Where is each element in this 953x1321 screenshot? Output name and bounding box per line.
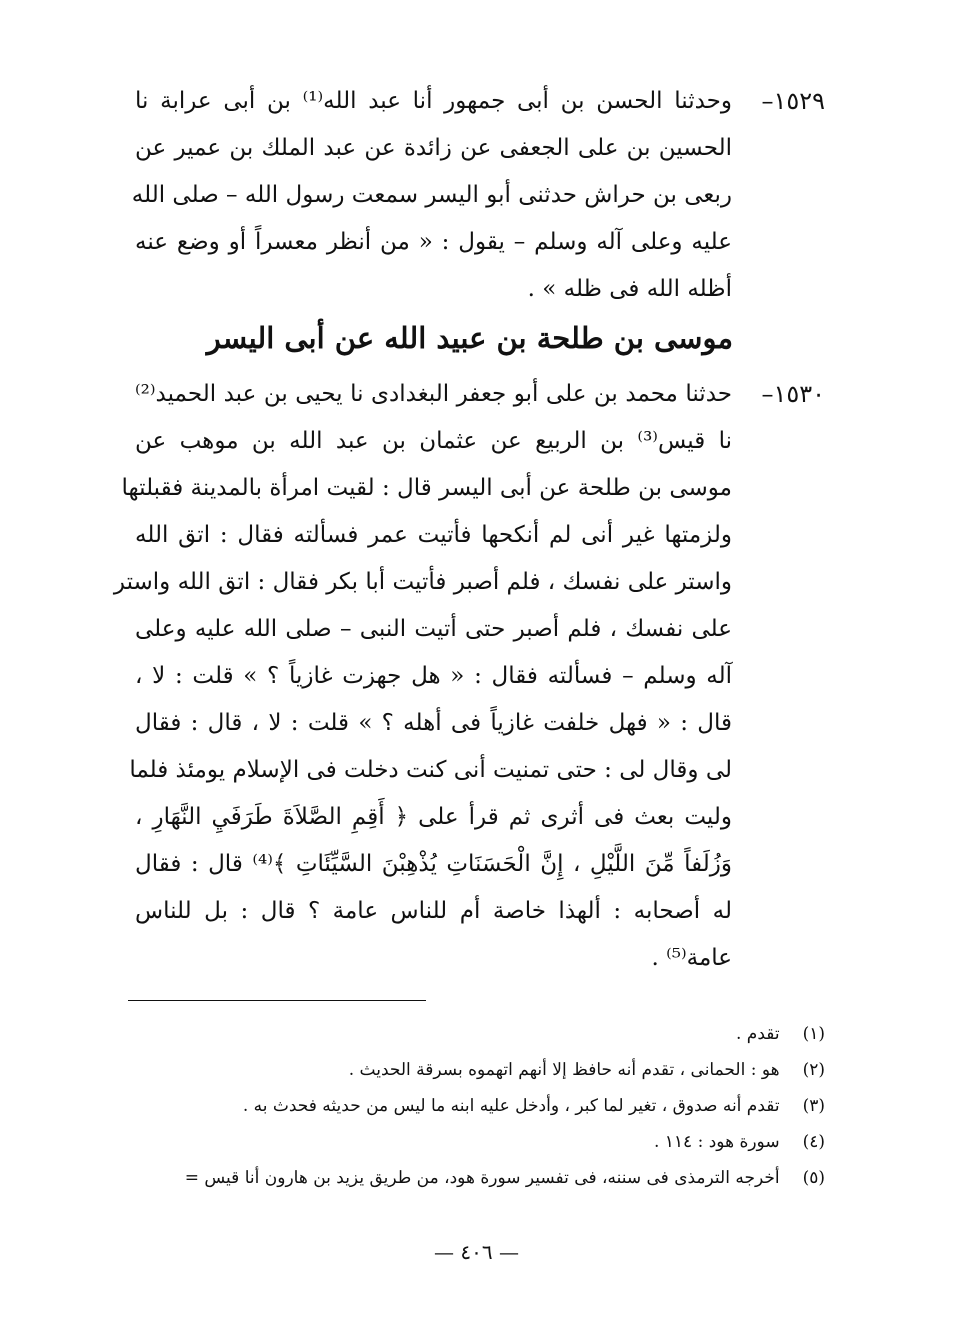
footnotes (125, 1016, 825, 1196)
footnote (125, 1160, 825, 1196)
text-line: وليت بعث فى أثرى ثم قرأ على ﴿ أَقِمِ الصَّلاَةَ طَرَفَيِ النَّهَارِ ، (135, 804, 732, 830)
footnote-text: هو : الحمانى ، تقدم أنه حافظ إلا أنهم اتهموه بسرقة الحديث . (348, 1060, 780, 1080)
footnote (125, 1124, 825, 1160)
footnote-text: تقدم أنه صدوق ، تغير لما كبر ، وأدخل عليه ابنه ما ليس من حديثه فحدث به . (242, 1096, 780, 1116)
text-line: الحسين بن على الجعفى عن زائدة عن عبد الملك بن عمير عن (135, 135, 732, 161)
footnote-text: أخرجه الترمذى فى سننه، فى تفسير سورة هود، من طريق يزيد بن هارون أنا قيس = (184, 1168, 780, 1188)
text-line: عليه وعلى آله وسلم – يقول : « من أنظر معسراً أو وضع عنه (135, 229, 732, 255)
footnote-separator (128, 1000, 426, 1001)
hadith-number: ١٥٢٩– (761, 87, 825, 115)
hadith-text (131, 78, 732, 313)
text-line: وَزُلَفاً مِّنَ اللَّيْلِ ، إِنَّ الْحَسَنَاتِ يُذْهِبْنَ السَّيِّئَاتِ ﴾⁽⁴⁾ قال : فقال (135, 851, 732, 877)
footnote-text: سورة هود : ١١٤ . (653, 1132, 780, 1152)
text-line: ولزمتها غير أنى لم أنكحها فأتيت عمر فسألته فقال : اتق الله (135, 522, 732, 548)
footnote-number: (٤) (802, 1132, 825, 1152)
footnote-text: تقدم . (736, 1024, 780, 1044)
text-line: حدثنا محمد بن على أبو جعفر البغدادى نا يحيى بن عبد الحميد⁽²⁾ (135, 381, 732, 407)
hadith-1529 (131, 78, 825, 313)
text-line: نا قيس⁽³⁾ بن الربيع عن عثمان بن عبد الله بن موهب عن (135, 428, 732, 454)
text-line: ربعى بن حراش حدثنى أبو اليسر سمعت رسول الله – صلى الله (131, 182, 732, 208)
section-heading: موسى بن طلحة بن عبيد الله عن أبى اليسر (206, 321, 733, 355)
text-line: على نفسك ، فلم أصبر حتى أتيت النبى – صلى الله عليه وعلى (135, 616, 732, 642)
hadith-1530 (113, 371, 825, 982)
text-line: أظله الله فى ظله » . (527, 276, 732, 302)
footnote-number: (٣) (802, 1096, 825, 1116)
text-line: آله وسلم – فسألته فقال : « هل جهزت غازياً ؟ » قلت : لا ، (135, 663, 732, 689)
page-number: — ٤٠٦ — (434, 1240, 519, 1264)
text-line: موسى بن طلحة عن أبى اليسر قال : لقيت امرأة بالمدينة فقبلتها (121, 475, 732, 501)
footnote-number: (٥) (802, 1168, 825, 1188)
text-line: عامة⁽⁵⁾ . (651, 945, 732, 971)
footnote (125, 1088, 825, 1124)
text-line: لى وقال لى : حتى تمنيت أنى كنت دخلت فى الإسلام يومئذ فلما (129, 757, 732, 783)
text-line: واستر على نفسك ، فلم أصبر فأتيت أبا بكر فقال : اتق الله واستر (113, 569, 732, 595)
footnote-number: (٢) (802, 1060, 825, 1080)
footnote-number: (١) (802, 1024, 825, 1044)
footnote (125, 1016, 825, 1052)
text-line: قال : « فهل خلفت غازياً فى أهله ؟ » قلت : لا ، قال : فقال (135, 710, 732, 736)
hadith-number: ١٥٣٠– (761, 380, 825, 408)
text-line: له أصحابه : ألهذا خاصة أم للناس عامة ؟ قال : بل للناس (135, 898, 732, 924)
text-line: وحدثنا الحسن بن أبى جمهور أنا عبد الله⁽¹⁾ بن أبى عرابة نا (135, 88, 732, 114)
footnote (125, 1052, 825, 1088)
hadith-text (113, 371, 732, 982)
